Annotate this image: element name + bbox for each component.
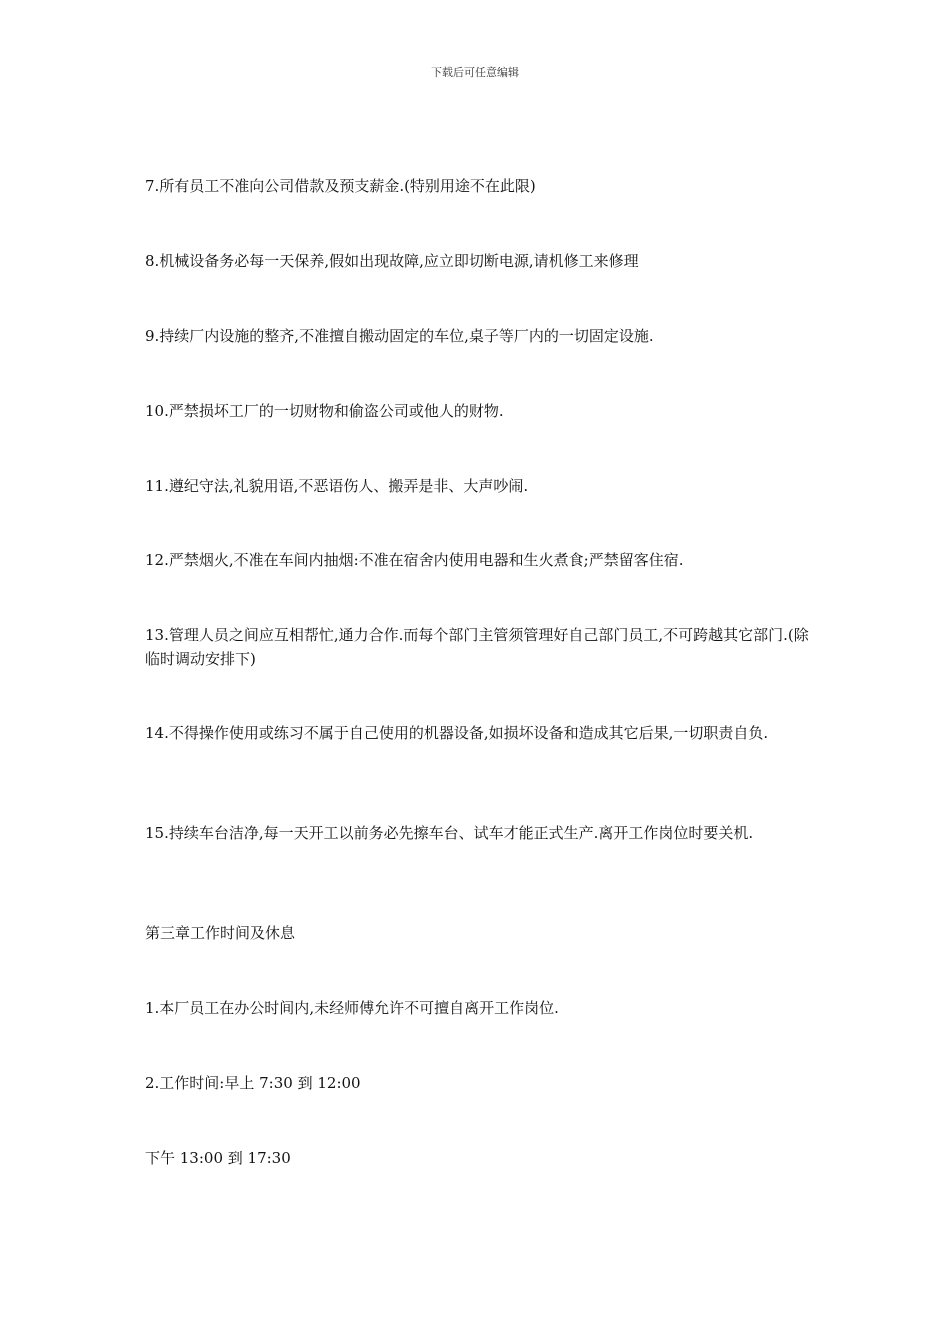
paragraph-13: 13.管理人员之间应互相帮忙,通力合作.而每个部门主管须管理好自己部门员工,不可跨越其它部门.(除临时调动安排下) <box>145 626 809 668</box>
paragraph-8: 8.机械设备务必每一天保养,假如出现故障,应立即切断电源,请机修工来修理 <box>145 252 639 270</box>
paragraph-chapter3-2: 2.工作时间:早上 7:30 到 12:00 <box>145 1074 361 1092</box>
paragraph-afternoon-hours: 下午 13:00 到 17:30 <box>145 1149 291 1167</box>
chapter-heading: 第三章工作时间及休息 <box>145 924 296 942</box>
paragraph-10: 10.严禁损坏工厂的一切财物和偷盗公司或他人的财物. <box>145 402 504 420</box>
paragraph-9: 9.持续厂内设施的整齐,不准擅自搬动固定的车位,桌子等厂内的一切固定设施. <box>145 327 654 345</box>
paragraph-12: 12.严禁烟火,不准在车间内抽烟:不准在宿舍内使用电器和生火煮食;严禁留客住宿. <box>145 551 684 569</box>
paragraph-15: 15.持续车台洁净,每一天开工以前务必先擦车台、试车才能正式生产.离开工作岗位时要关机. <box>145 824 754 842</box>
paragraph-11: 11.遵纪守法,礼貌用语,不恶语伤人、搬弄是非、大声吵闹. <box>145 477 529 495</box>
paragraph-chapter3-1: 1.本厂员工在办公时间内,未经师傅允许不可擅自离开工作岗位. <box>145 999 559 1017</box>
page-header-note: 下载后可任意编辑 <box>431 66 519 79</box>
paragraph-7: 7.所有员工不准向公司借款及预支薪金.(特别用途不在此限) <box>145 177 536 195</box>
paragraph-14: 14.不得操作使用或练习不属于自己使用的机器设备,如损坏设备和造成其它后果,一切职责自负. <box>145 724 769 742</box>
